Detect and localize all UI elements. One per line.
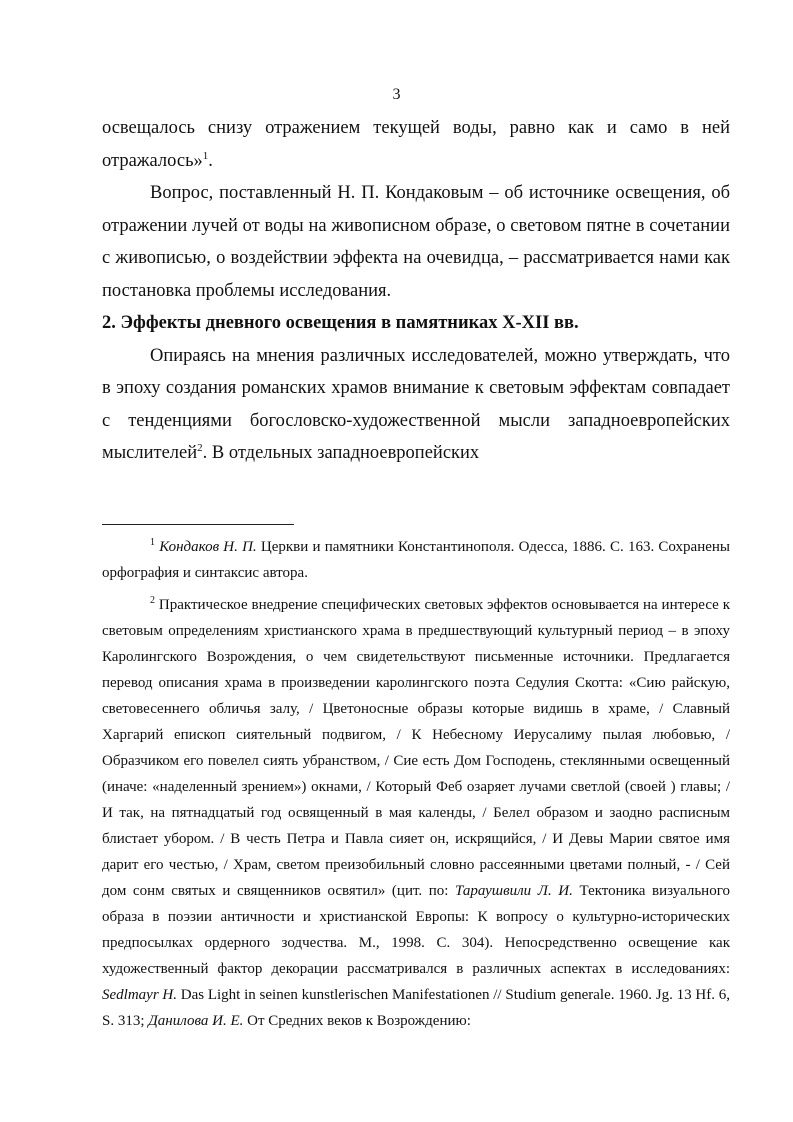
main-text	[102, 112, 730, 470]
footnote-1-text: Церкви и памятники Константинополя. Одесса, 1886. С. 163. Сохранены орфография и синтаксис автора.	[102, 539, 730, 581]
page-number: 3	[392, 86, 401, 103]
footnote-divider	[102, 524, 294, 525]
footnotes	[102, 534, 730, 1040]
paragraph-1	[102, 112, 730, 177]
paragraph-1-text: освещалось снизу отражением текущей воды, равно как и само в ней отражалось»	[102, 118, 730, 171]
footnote-2-text-1: Практическое внедрение специфических световых эффектов основывается на интересе к световым определениям христианского храма в предшествующий культурный период – в эпоху Каролингского Возрождения, о чем свидетельствуют письменные источники. Предлагается перевод описания храма в произведении каролингского поэта Седулия Скотта: «Сию райскую, световесеннего обличья залу, / Цветоносные образы которые видишь в храме, / Славный Харгарий епископ сиятельный подвигом, / К Небесному Иерусалиму пылая любовью, / Образчиком его повелел сиять убранством, / Сие есть Дом Господень, стеклянными освещенный (иначе: «наделенный зрением») окнами, / Который Феб озаряет лучами светлой (своей ) главы; / И так, на пятнадцатый год освященный в мая календы, / Белел образом и заодно расписным блистает убором. / В честь Петра и Павла сияет он, искрящийся, / И Девы Марии святое имя дарит его честью, / Храм, светом преизобильный словно рассеянными цветами полный, - / Сей дом сонм святых и священников освятил» (цит. по:	[102, 597, 730, 899]
footnote-1-number: 1	[150, 537, 155, 548]
paragraph-3-text: Опираясь на мнения различных исследователей, можно утверждать, что в эпоху создания романских храмов внимание к световым эффектам совпадает с тенденциями богословско-художественной мысли западноевропейских мыслителей	[102, 345, 730, 463]
paragraph-3	[102, 340, 730, 470]
footnote-2-author-4: Данилова И. Е.	[148, 1013, 244, 1029]
footnote-2-author-3: Sedlmayr H.	[102, 987, 177, 1003]
footnote-2-text-3: Das Light in seinen kunstlerischen Manifestationen // Studium generale. 1960. Jg. 13 Hf. 6, S. 313;	[102, 987, 730, 1029]
paragraph-1-end: .	[208, 150, 213, 171]
footnote-2-author-2: Тараушвили Л. И.	[455, 883, 573, 899]
footnote-1	[102, 534, 730, 586]
footnote-2-number: 2	[150, 595, 155, 606]
section-heading: 2. Эффекты дневного освещения в памятниках X-XII вв.	[102, 313, 579, 333]
footnote-1-author: Кондаков Н. П.	[159, 539, 257, 555]
paragraph-2: Вопрос, поставленный Н. П. Кондаковым – об источнике освещения, об отражении лучей от воды на живописном образе, о световом пятне в сочетании с живописью, о воздействии эффекта на очевидца, – рассматривается нами как постановка проблемы исследования.	[102, 183, 730, 301]
footnote-ref-1[interactable]: 1	[202, 149, 209, 162]
footnote-2	[102, 592, 730, 1034]
footnote-2-text-4: От Средних веков к Возрождению:	[243, 1013, 471, 1029]
paragraph-3-end: . В отдельных западноевропейских	[202, 443, 480, 463]
footnote-2-text-2: Тектоника визуального образа в поэзии античности и христианской Европы: К вопросу о культурно-исторических предпосылках ордерного зодчества. М., 1998. С. 304). Непосредственно освещение как художественный фактор декорации рассматривался в различных аспектах в исследованиях:	[102, 883, 730, 977]
footnote-ref-2[interactable]: 2	[197, 441, 203, 454]
